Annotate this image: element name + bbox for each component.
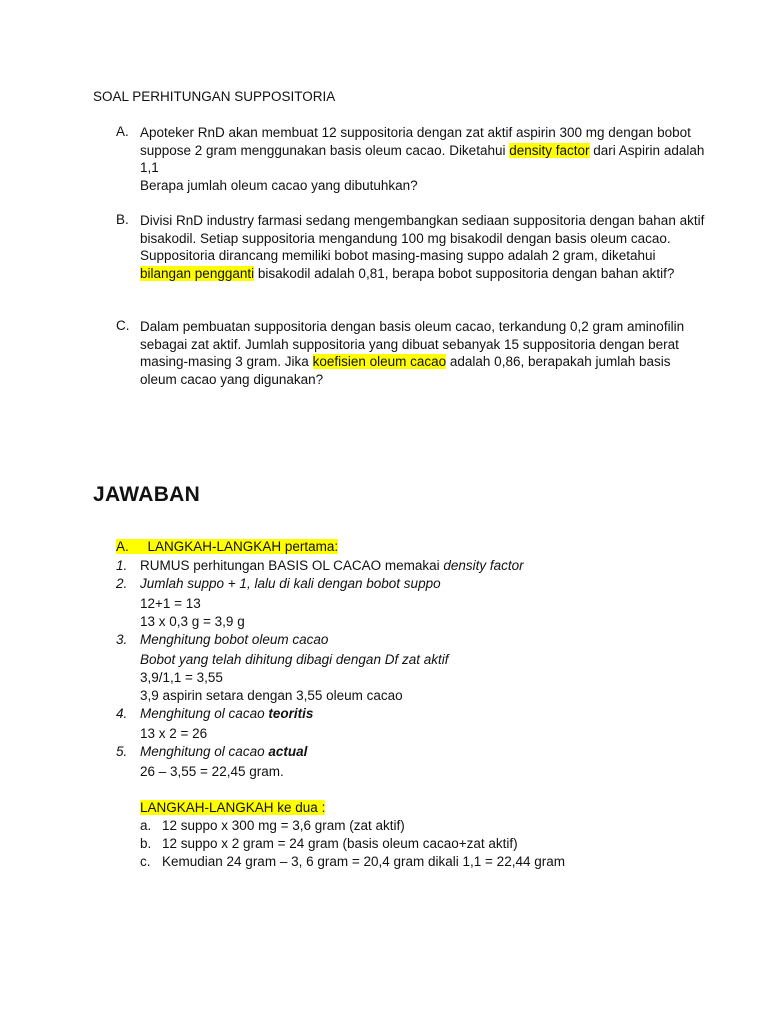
highlight-density-factor: density factor	[509, 142, 590, 158]
question-body: Divisi RnD industry farmasi sedang mengembangkan sediaan suppositoria dengan bahan aktif bisakodil. Setiap suppositoria mengandung 100 mg bisakodil dengan basis oleum cacao. Suppositoria dirancang memiliki bobot masing-masing suppo adalah 2 gram, diketahui bilangan pengganti bisakodil adalah 0,81, berapa bobot suppositoria dengan bahan aktif?	[140, 213, 705, 281]
document-title: SOAL PERHITUNGAN SUPPOSITORIA	[93, 89, 336, 104]
question-body: Apoteker RnD akan membuat 12 suppositoria dengan zat aktif aspirin 300 mg dengan bobot suppose 2 gram menggunakan basis oleum cacao. Diketahui density factor dari Aspirin adalah 1,1 Berapa jumlah oleum cacao yang dibutuhkan?	[140, 125, 705, 193]
calc-line: 3,9/1,1 = 3,55	[140, 670, 223, 685]
answer-step1-heading	[116, 539, 338, 554]
answer-heading: JAWABAN	[93, 483, 201, 506]
question-b	[116, 212, 706, 282]
document-page: SOAL PERHITUNGAN SUPPOSITORIA A. Apoteker RnD akan membuat 12 suppositoria dengan zat aktif aspirin 300 mg dengan bobot suppose 2 gram menggunakan basis oleum cacao. Diketahui density factor dari Aspirin adalah 1,1 Berapa jumlah oleum cacao yang dibutuhkan? B. Divisi RnD industry farmasi sedang mengembangkan sediaan suppositoria dengan bahan aktif bisakodil. Setiap suppositoria mengandung 100 mg bisakodil dengan basis oleum cacao. Suppositoria dirancang memiliki bobot masing-masing suppo adalah 2 gram, diketahui bilangan pengganti bisakodil adalah 0,81, berapa bobot suppositoria dengan bahan aktif? C. Dalam pembuatan suppositoria dengan basis oleum cacao, terkandung 0,2 gram aminofilin sebagai zat aktif. Jumlah suppositoria yang dibuat sebanyak 15 suppositoria dengan berat masing-masing 3 gram. Jika koefisien oleum cacao adalah 0,86, berapakah jumlah basis oleum cacao yang digunakan? JAWABAN A. LANGKAH-LANGKAH pertama: 1. RUMUS perhitungan BASIS OL CACAO memakai density factor 2. Jumlah suppo + 1, lalu di kali dengan bobot suppo 12+1 = 13 13 x 0,3 g = 3,9 g 3. Menghitung bobot oleum cacao Bobot yang telah dihitung dibagi dengan Df zat aktif 3,9/1,1 = 3,55 3,9 aspirin setara dengan 3,55 oleum cacao 4. Menghitung ol cacao teoritis 13 x 2 = 26 5. Menghitung ol cacao actual 26 – 3,55 = 22,45 gram. LANGKAH-LANGKAH ke dua : a. 12 suppo x 300 mg = 3,6 gram (zat aktif) b. 12 suppo x 2 gram = 24 gram (basis oleum cacao+zat aktif) c. Kemudian 24 gram – 3, 6 gram = 20,4 gram dikali 1,1 = 22,44 gram	[93, 89, 705, 869]
question-letter: B.	[116, 212, 129, 227]
calc-line: 13 x 0,3 g = 3,9 g	[140, 614, 245, 629]
question-c	[116, 318, 706, 388]
highlight-step1-heading: A. LANGKAH-LANGKAH pertama:	[116, 539, 339, 554]
calc-line: 3,9 aspirin setara dengan 3,55 oleum cacao	[140, 688, 403, 703]
calc-note: Bobot yang telah dihitung dibagi dengan Df zat aktif	[140, 652, 449, 667]
calc-line: 13 x 2 = 26	[140, 726, 208, 741]
calc-line: 26 – 3,55 = 22,45 gram.	[140, 764, 284, 779]
answer-step2-heading: LANGKAH-LANGKAH ke dua :	[140, 800, 326, 815]
highlight-koefisien-oleum-cacao: koefisien oleum cacao	[312, 354, 447, 369]
question-body: Dalam pembuatan suppositoria dengan basis oleum cacao, terkandung 0,2 gram aminofilin sebagai zat aktif. Jumlah suppositoria yang dibuat sebanyak 15 suppositoria dengan berat masing-masing 3 gram. Jika koefisien oleum cacao adalah 0,86, berapakah jumlah basis oleum cacao yang digunakan?	[140, 319, 685, 387]
highlight-bilangan-pengganti: bilangan pengganti	[140, 265, 255, 281]
calc-line: 12+1 = 13	[140, 596, 201, 611]
question-letter: A.	[116, 124, 129, 139]
question-a	[116, 124, 706, 194]
question-letter: C.	[116, 318, 130, 333]
